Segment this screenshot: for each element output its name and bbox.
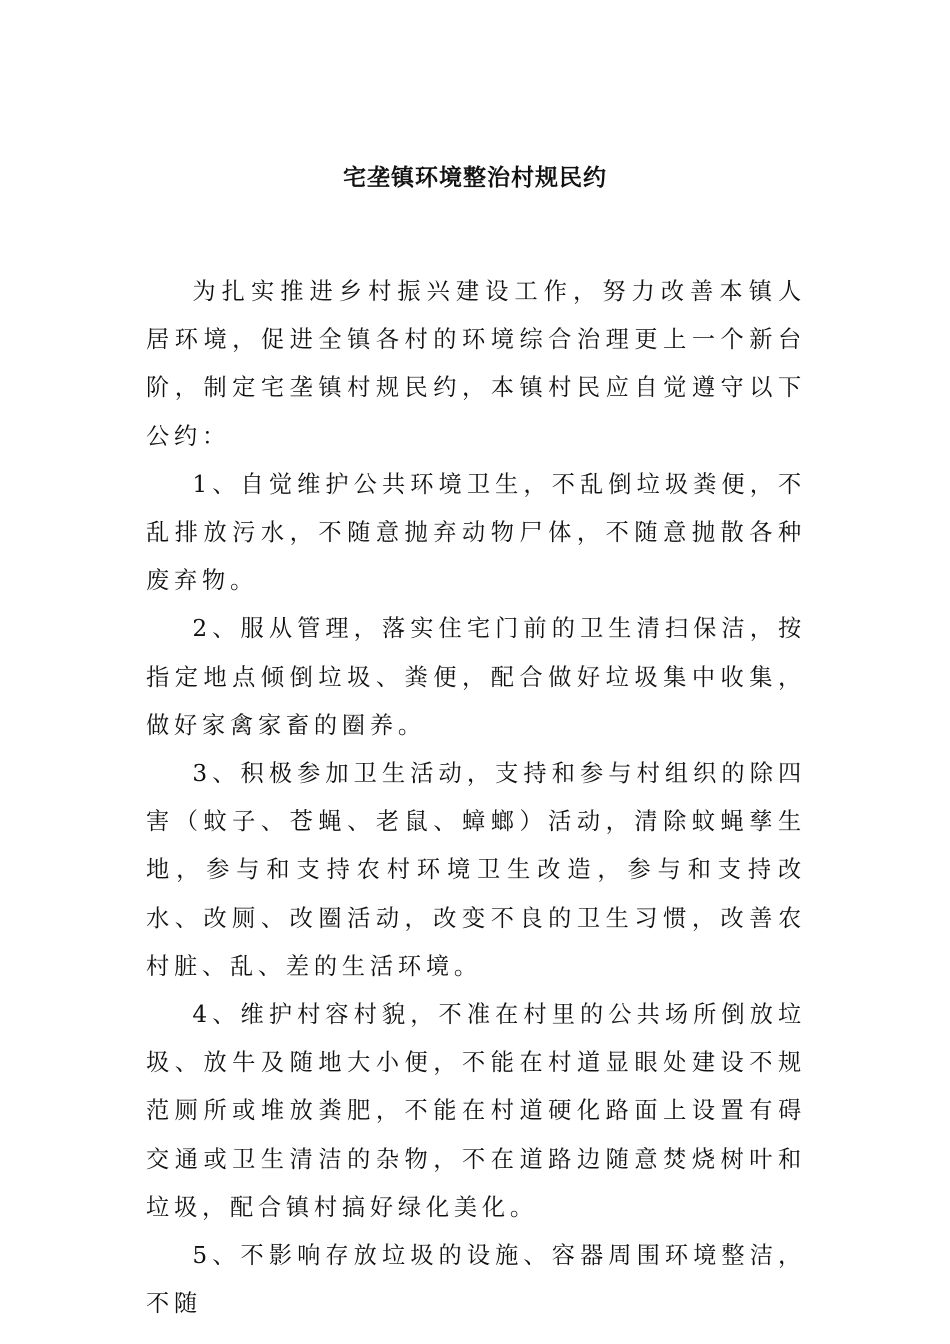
- rule-paragraph-4: 4、维护村容村貌，不准在村里的公共场所倒放垃圾、放牛及随地大小便，不能在村道显眼处建设不规范厕所或堆放粪肥，不能在村道硬化路面上设置有碍交通或卫生清洁的杂物，不在道路边随意焚烧树叶和垃圾，配合镇村搞好绿化美化。: [146, 1001, 806, 1221]
- rule-paragraph-3: 3、积极参加卫生活动，支持和参与村组织的除四害（蚊子、苍蝇、老鼠、蟑螂）活动，清除蚊蝇孳生地，参与和支持农村环境卫生改造，参与和支持改水、改厕、改圈活动，改变不良的卫生习惯，改善农村脏、乱、差的生活环境。: [146, 760, 806, 980]
- document-body: [146, 268, 806, 1328]
- intro-paragraph: 为扎实推进乡村振兴建设工作，努力改善本镇人居环境，促进全镇各村的环境综合治理更上一个新台阶，制定宅垄镇村规民约，本镇村民应自觉遵守以下公约：: [146, 278, 806, 450]
- rule-paragraph-1: 1、自觉维护公共环境卫生，不乱倒垃圾粪便，不乱排放污水，不随意抛弃动物尸体，不随意抛散各种废弃物。: [146, 470, 806, 595]
- document-title: 宅垄镇环境整治村规民约: [343, 165, 607, 191]
- rule-paragraph-2: 2、服从管理，落实住宅门前的卫生清扫保洁，按指定地点倾倒垃圾、粪便，配合做好垃圾集中收集，做好家禽家畜的圈养。: [146, 615, 806, 739]
- rule-paragraph-5: 5、不影响存放垃圾的设施、容器周围环境整洁，不随: [146, 1242, 806, 1318]
